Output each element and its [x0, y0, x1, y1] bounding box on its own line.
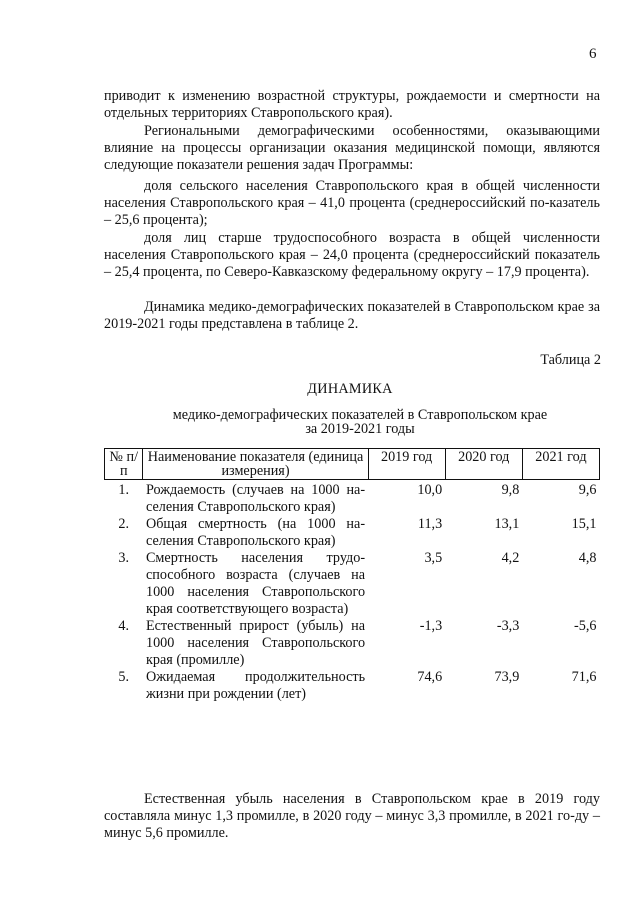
row-value-2021: 15,1: [571, 516, 597, 532]
row-value-2021: 4,8: [578, 550, 597, 566]
row-value-2020: -3,3: [496, 618, 520, 634]
paragraph-continuation: приводит к изменению возрастной структуры, рождаемости и смертности на отдельных территориях Ставропольского края).: [104, 88, 600, 121]
row-num: 5.: [118, 669, 130, 685]
header-num: № п/п: [105, 449, 143, 480]
table-row: [105, 669, 600, 703]
row-num: 3.: [118, 550, 130, 566]
row-value-2019: 74,6: [417, 669, 443, 685]
row-value-2021: -5,6: [574, 618, 597, 634]
paragraph-natural-decline: Естественная убыль населения в Ставропольском крае в 2019 году составляла минус 1,3 промилле, в 2020 году – минус 3,3 промилле, в 2021 го-ду – минус 5,6 промилле.: [104, 791, 600, 841]
row-indicator-name: Общая смертность (на 1000 на-селения Ставропольского края): [145, 516, 366, 549]
row-value-2020: 4,2: [501, 550, 520, 566]
row-value-2020: 9,8: [501, 482, 520, 498]
row-value-2019: 3,5: [424, 550, 443, 566]
row-value-2019: 10,0: [417, 482, 443, 498]
paragraph-elderly-share: доля лиц старше трудоспособного возраста в общей численности населения Ставропольского края – 24,0 процента (среднероссийский показатель – 25,4 процента, по Северо-Кавказскому федеральному округу – 17,9 процента).: [104, 230, 600, 280]
table-row: [105, 618, 600, 669]
row-indicator-name: Ожидаемая продолжительность жизни при рождении (лет): [145, 669, 366, 702]
header-2020: 2020 год: [445, 449, 522, 480]
row-indicator-name: Рождаемость (случаев на 1000 на-селения Ставропольского края): [145, 482, 366, 515]
row-indicator-name: Естественный прирост (убыль) на 1000 населения Ставропольского края (промилле): [145, 618, 366, 668]
table-row: [105, 550, 600, 618]
row-value-2019: 11,3: [417, 516, 443, 532]
header-2021: 2021 год: [522, 449, 599, 480]
paragraph-dynamics-intro: Динамика медико-демографических показателей в Ставропольском крае за 2019-2021 годы представлена в таблице 2.: [104, 299, 600, 332]
row-value-2021: 71,6: [571, 669, 597, 685]
table-row: [105, 516, 600, 550]
row-value-2020: 13,1: [494, 516, 520, 532]
table-row: [105, 480, 600, 517]
row-num: 2.: [118, 516, 130, 532]
table-subtitle-line-2: за 2019-2021 годы: [305, 421, 415, 437]
row-value-2021: 9,6: [578, 482, 597, 498]
table-subtitle: [80, 408, 639, 436]
table-subtitle-line-1: медико-демографических показателей в Ставропольском крае: [172, 407, 548, 423]
indicators-table: [104, 448, 600, 703]
paragraph-rural-share: доля сельского населения Ставропольского края в общей численности населения Ставропольского края – 41,0 процента (среднероссийский по-казатель – 25,6 процента);: [104, 178, 600, 228]
row-num: 4.: [118, 618, 130, 634]
header-name: Наименование показателя (единица измерения): [143, 449, 368, 480]
table-header-row: [105, 449, 600, 480]
paragraph-regional-features: Региональными демографическими особенностями, оказывающими влияние на процессы организации оказания медицинской помощи, являются следующие показатели решения задач Программы:: [104, 123, 600, 173]
row-indicator-name: Смертность населения трудо-способного возраста (случаев на 1000 населения Ставропольского края соответствующего возраста): [145, 550, 366, 617]
row-value-2020: 73,9: [494, 669, 520, 685]
table-caption: Таблица 2: [540, 352, 601, 368]
row-value-2019: -1,3: [419, 618, 443, 634]
row-num: 1.: [118, 482, 130, 498]
table-title: ДИНАМИКА: [307, 381, 393, 397]
header-2019: 2019 год: [368, 449, 445, 480]
page-number: 6: [589, 46, 597, 62]
